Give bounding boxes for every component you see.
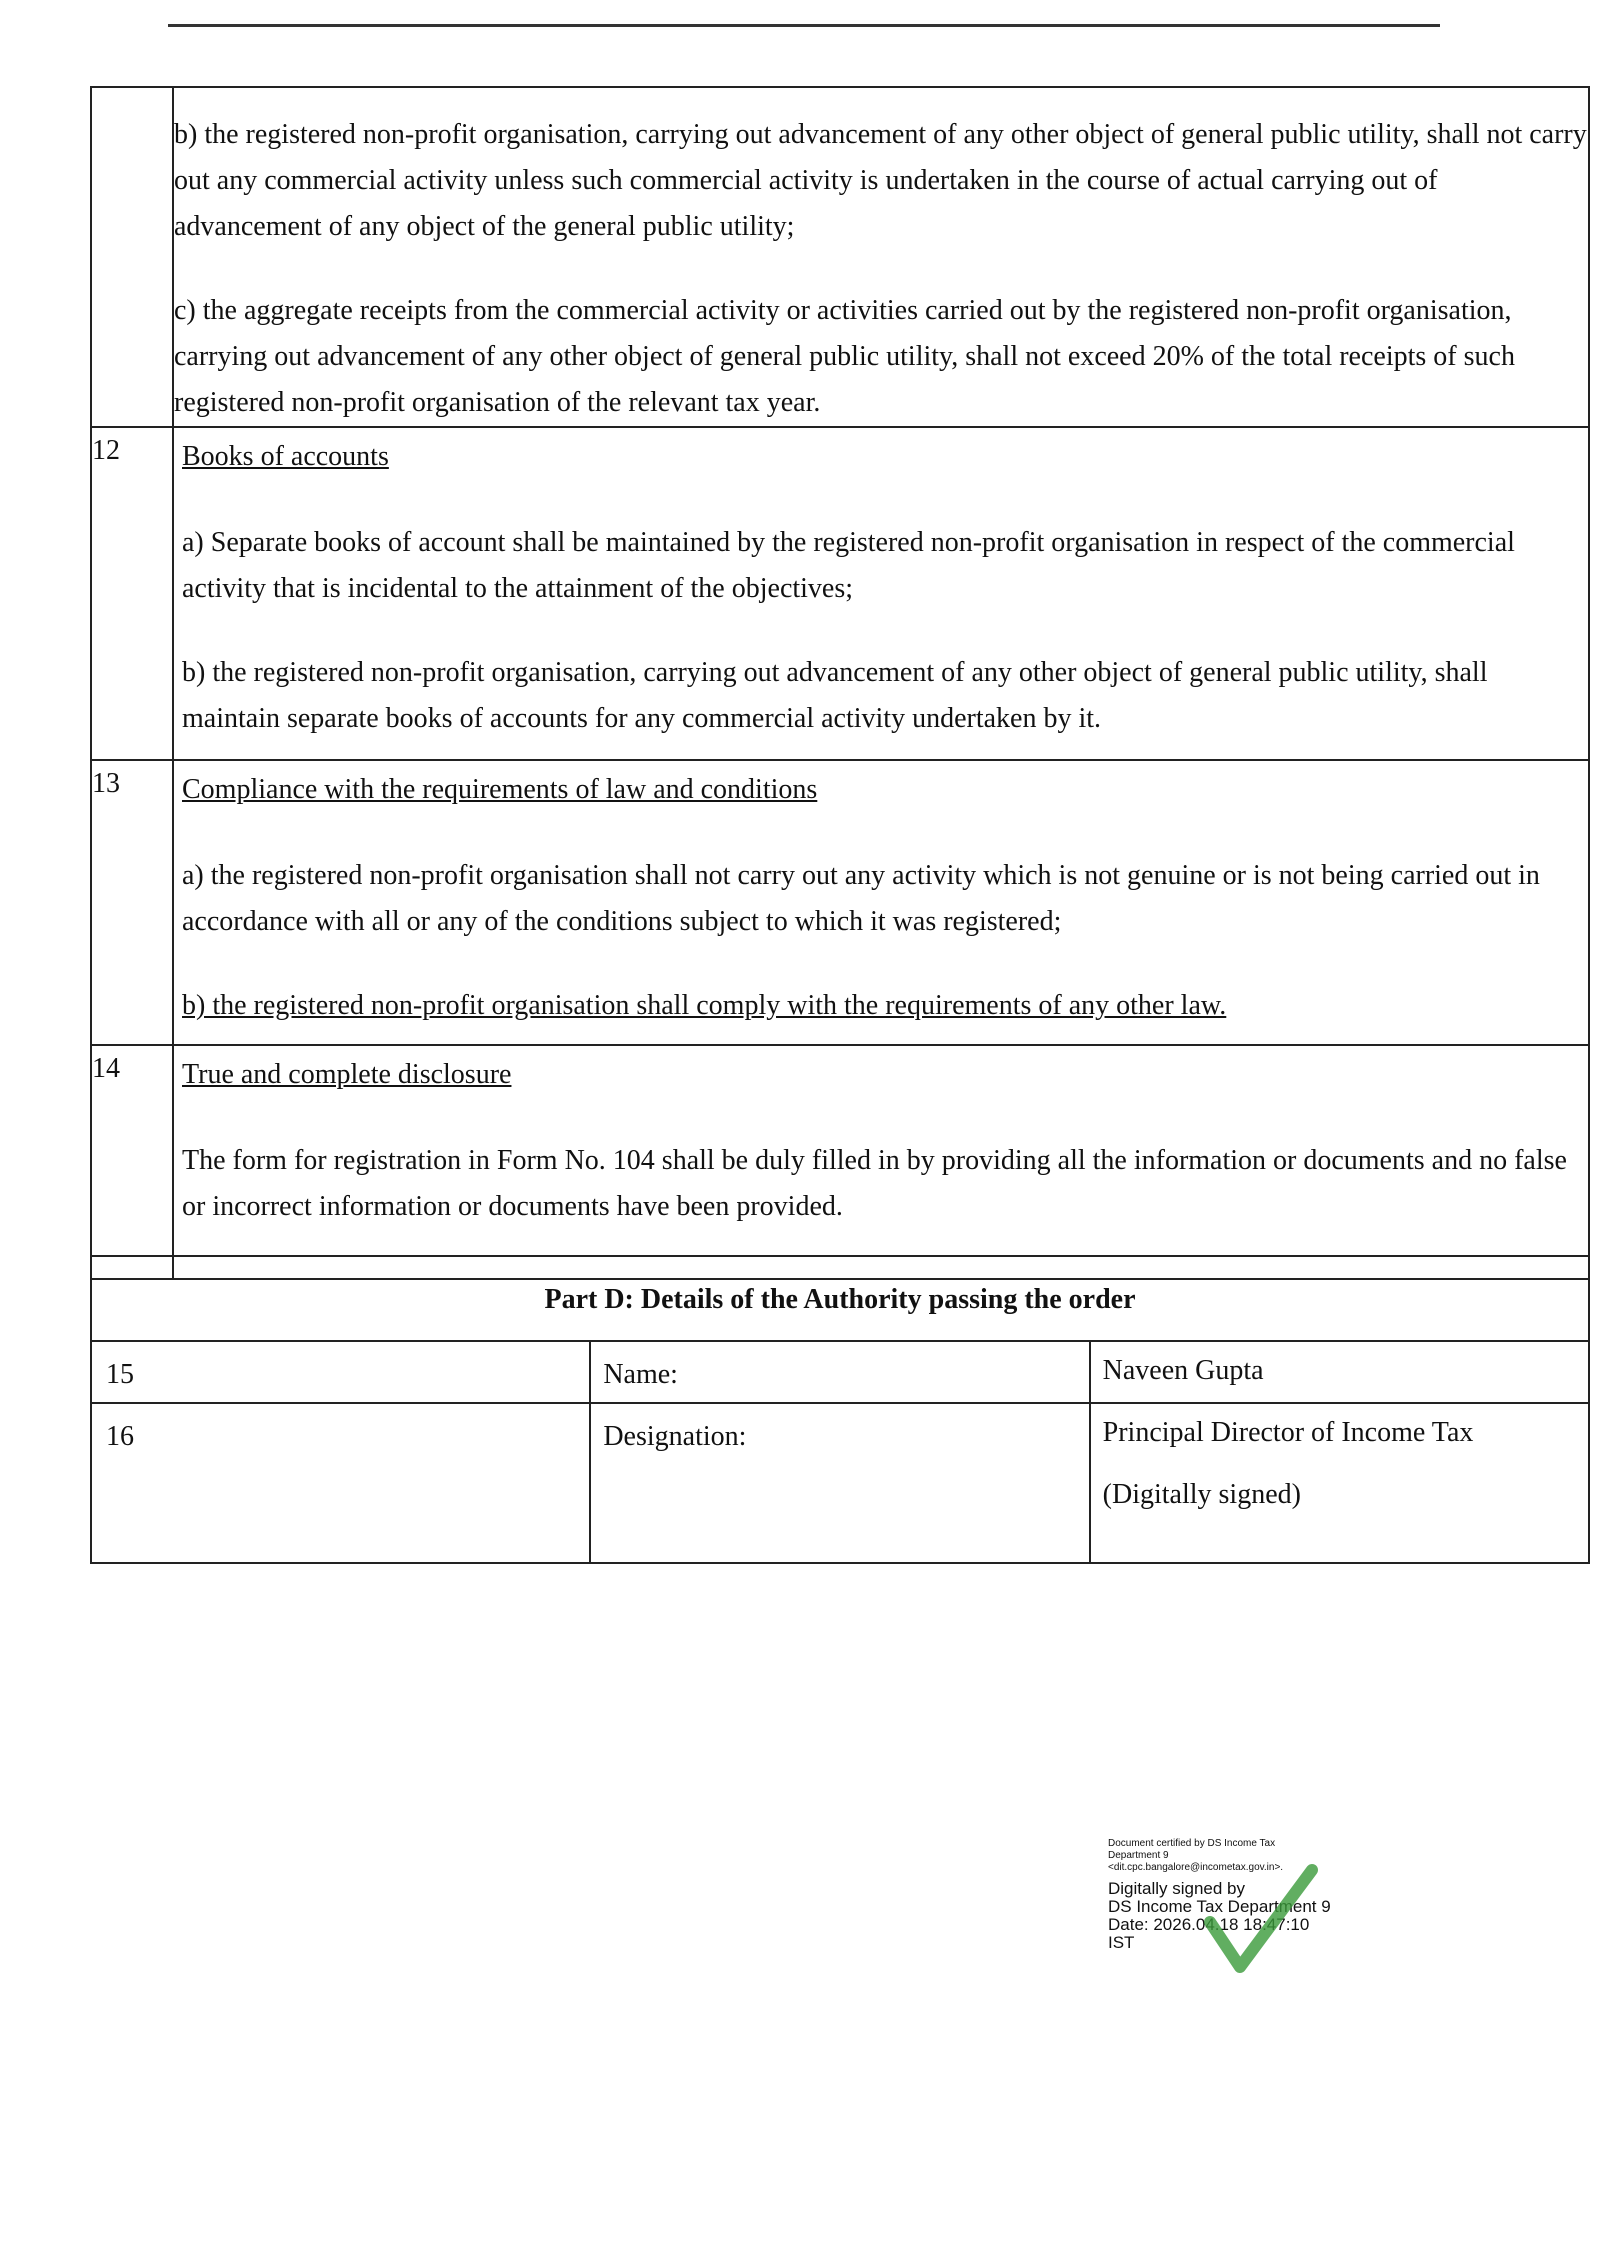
part-d-title: Part D: Details of the Authority passing the order — [91, 1256, 1589, 1341]
designation-label: Designation: — [590, 1403, 1089, 1563]
row-number: 15 — [91, 1341, 590, 1403]
clause-text: b) the registered non-profit organisation shall comply with the requirements of any other law. — [182, 990, 1227, 1021]
table-row — [91, 1403, 1589, 1563]
table-row — [91, 427, 1589, 760]
row-number: 14 — [91, 1045, 173, 1279]
name-value: Naveen Gupta — [1090, 1341, 1589, 1403]
clause-b-commercial-activity: b) the registered non-profit organisation, carrying out advancement of any other object of general public utility, shall not carry out any commercial activity unless such commercial activity is undertaken in the course of actual carrying out of advancement of any object of the general public utility; — [174, 119, 1587, 242]
table-row — [91, 1045, 1589, 1279]
signed-line: DS Income Tax Department 9 — [1108, 1897, 1331, 1916]
checkmark-icon — [1200, 1862, 1320, 1982]
authority-table — [90, 1255, 1590, 1564]
designation-value: Principal Director of Income Tax — [1102, 1417, 1474, 1448]
row-number: 13 — [91, 760, 173, 1045]
clause-text: a) Separate books of account shall be maintained by the registered non-profit organisation in respect of the commercial activity that is incidental to the attainment of the objectives; — [182, 527, 1515, 604]
section-title: Books of accounts — [182, 441, 389, 472]
table-row — [91, 87, 1589, 427]
certified-line: Department 9 — [1108, 1850, 1169, 1861]
clause-text: The form for registration in Form No. 104 shall be duly filled in by providing all the information or documents and no false or incorrect information or documents have been provided. — [182, 1145, 1567, 1222]
clause-text: a) the registered non-profit organisation shall not carry out any activity which is not genuine or is not being carried out in accordance with all or any of the conditions subject to which it was registered; — [182, 860, 1540, 937]
name-label: Name: — [590, 1341, 1089, 1403]
designation-value-cell — [1090, 1403, 1589, 1563]
top-rule — [168, 24, 1440, 27]
section-title: Compliance with the requirements of law and conditions — [182, 774, 818, 805]
table-row — [91, 1341, 1589, 1403]
certified-email: <dit.cpc.bangalore@incometax.gov.in>. — [1108, 1862, 1284, 1873]
clause-c-aggregate-receipts: c) the aggregate receipts from the commercial activity or activities carried out by the registered non-profit organisation, carrying out advancement of any other object of general public utility, shall not exceed 20% of the total receipts of such registered non-profit organisation of the relevant tax year. — [174, 295, 1515, 418]
conditions-table — [90, 86, 1590, 1280]
clause-text: b) the registered non-profit organisation, carrying out advancement of any other object of general public utility, shall maintain separate books of accounts for any commercial activity undertaken by it. — [182, 657, 1488, 734]
row-content — [173, 87, 1589, 427]
row-content — [173, 760, 1589, 1045]
row-number: 16 — [91, 1403, 590, 1563]
row-content — [173, 1045, 1589, 1279]
table-row — [91, 1256, 1589, 1341]
digitally-signed-note: (Digitally signed) — [1102, 1479, 1301, 1510]
row-number — [91, 87, 173, 427]
signed-tz: IST — [1108, 1933, 1135, 1952]
certified-line: Document certified by DS Income Tax — [1108, 1838, 1276, 1849]
section-title: True and complete disclosure — [182, 1059, 512, 1090]
signed-line: Digitally signed by — [1108, 1879, 1246, 1898]
row-content — [173, 427, 1589, 760]
row-number: 12 — [91, 427, 173, 760]
table-row — [91, 760, 1589, 1045]
signed-date: Date: 2026.04.18 18:47:10 — [1108, 1915, 1310, 1934]
